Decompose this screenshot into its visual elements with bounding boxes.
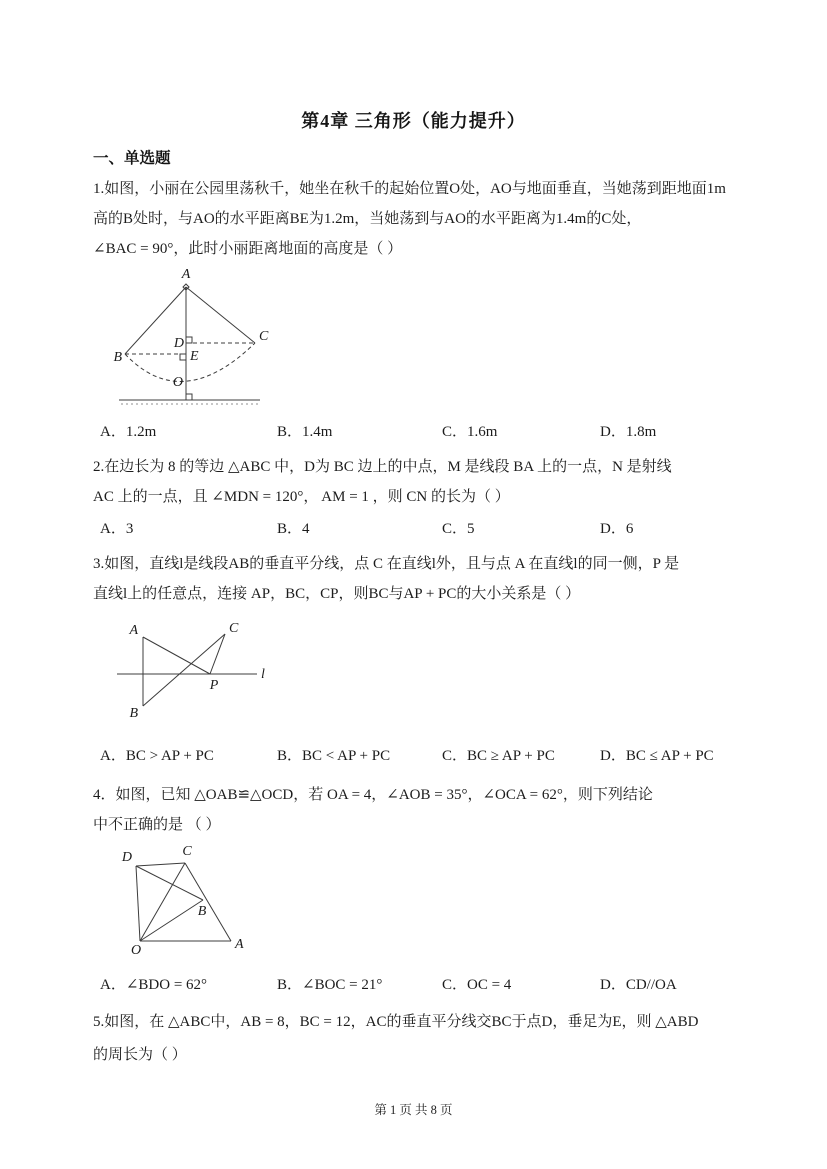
fig1-right-angle-mark-ground xyxy=(186,394,192,400)
page-footer: 第 1 页 共 8 页 xyxy=(374,1103,453,1117)
question-4-option-b: B．∠BOC = 21° xyxy=(277,977,383,993)
fig1-label-E: E xyxy=(190,349,199,364)
fig1-lines xyxy=(119,284,260,404)
question-4-option-c: C．OC = 4 xyxy=(442,977,512,993)
question-3-option-c: C．BC ≥ AP + PC xyxy=(442,748,555,764)
question-1-text xyxy=(93,174,743,264)
question-3-line-1: 3.如图，直线l是线段AB的垂直平分线，点 C 在直线l外，且与点 A 在直线l的同一侧，P 是 xyxy=(93,556,680,572)
fig4-label-A: A xyxy=(235,937,244,952)
question-5-line-2: 的周长为（ ） xyxy=(93,1047,187,1063)
question-2-option-c: C．5 xyxy=(442,521,475,537)
section-heading: 一、单选题 xyxy=(93,150,171,167)
question-3-option-a: A．BC > AP + PC xyxy=(100,748,214,764)
fig3-label-B: B xyxy=(129,706,138,721)
question-4-option-d: D．CD//OA xyxy=(600,977,677,993)
question-3-text xyxy=(93,549,743,609)
question-1-option-c: C．1.6m xyxy=(442,424,498,440)
fig1-right-angle-mark-E xyxy=(180,354,186,360)
fig3-label-P: P xyxy=(209,678,219,693)
question-1-option-d: D．1.8m xyxy=(600,424,657,440)
question-3-option-d: D．BC ≤ AP + PC xyxy=(600,748,714,764)
fig4-lines xyxy=(136,863,231,941)
question-2-line-1: 2.在边长为 8 的等边 △ABC 中，D为 BC 边上的中点，M 是线段 BA 上的一点，N 是射线 xyxy=(93,459,672,475)
question-4-line-2: 中不正确的是 （ ） xyxy=(93,817,221,833)
question-1-option-a: A．1.2m xyxy=(100,424,157,440)
question-4-figure xyxy=(108,841,258,966)
question-1-figure xyxy=(112,266,277,411)
question-3-line-2: 直线l上的任意点，连接 AP，BC，CP，则BC与AP + PC的大小关系是（ ） xyxy=(93,586,581,602)
question-2-option-b: B．4 xyxy=(277,521,310,537)
fig4-label-B: B xyxy=(197,904,207,919)
question-4-text xyxy=(93,780,743,840)
fig4-label-O: O xyxy=(130,943,142,958)
question-2-text xyxy=(93,452,743,512)
fig3-label-C: C xyxy=(229,621,239,636)
question-3-options xyxy=(100,746,740,766)
fig4-label-D: D xyxy=(121,850,132,865)
fig3-lines xyxy=(117,634,257,706)
question-5-text xyxy=(93,1006,743,1072)
question-1-line-2: 高的B处时，与AO的水平距离BE为1.2m，当她荡到与AO的水平距离为1.4m的C处， xyxy=(93,211,642,227)
fig1-label-D: D xyxy=(173,336,184,351)
fig1-label-A: A xyxy=(181,267,191,282)
question-2-line-2: AC 上的一点，且 ∠MDN = 120°， AM = 1 ，则 CN 的长为（ ） xyxy=(93,489,510,505)
question-2-option-a: A．3 xyxy=(100,521,134,537)
question-4-option-a: A．∠BDO = 62° xyxy=(100,977,208,993)
question-1-options xyxy=(100,422,740,442)
question-1-line-1: 1.如图，小丽在公园里荡秋千，她坐在秋千的起始位置O处，AO与地面垂直，当她荡到距地面1m xyxy=(93,181,726,197)
fig3-label-A: A xyxy=(129,623,138,638)
fig1-label-B: B xyxy=(113,350,122,365)
question-5-line-1: 5.如图，在 △ABC中，AB = 8，BC = 12，AC的垂直平分线交BC于点D，垂足为E，则 △ABD xyxy=(93,1014,699,1030)
question-2-option-d: D．6 xyxy=(600,521,634,537)
page-title: 第4章 三角形（能力提升） xyxy=(301,111,526,131)
question-1-option-b: B．1.4m xyxy=(277,424,333,440)
fig3-label-l: l xyxy=(261,667,265,682)
question-3-figure xyxy=(110,616,280,741)
fig4-label-C: C xyxy=(182,844,192,859)
fig1-label-O: O xyxy=(172,375,183,390)
fig1-label-C: C xyxy=(259,329,269,344)
question-4-line-1: 4．如图，已知 △OAB≌△OCD，若 OA = 4，∠AOB = 35°，∠OCA = 62°，则下列结论 xyxy=(93,787,653,803)
question-2-options xyxy=(100,519,740,539)
question-3-option-b: B．BC < AP + PC xyxy=(277,748,391,764)
question-1-line-3: ∠BAC = 90°，此时小丽距离地面的高度是（ ） xyxy=(93,241,403,257)
question-4-options xyxy=(100,975,740,995)
fig1-right-angle-mark-D xyxy=(186,337,192,343)
